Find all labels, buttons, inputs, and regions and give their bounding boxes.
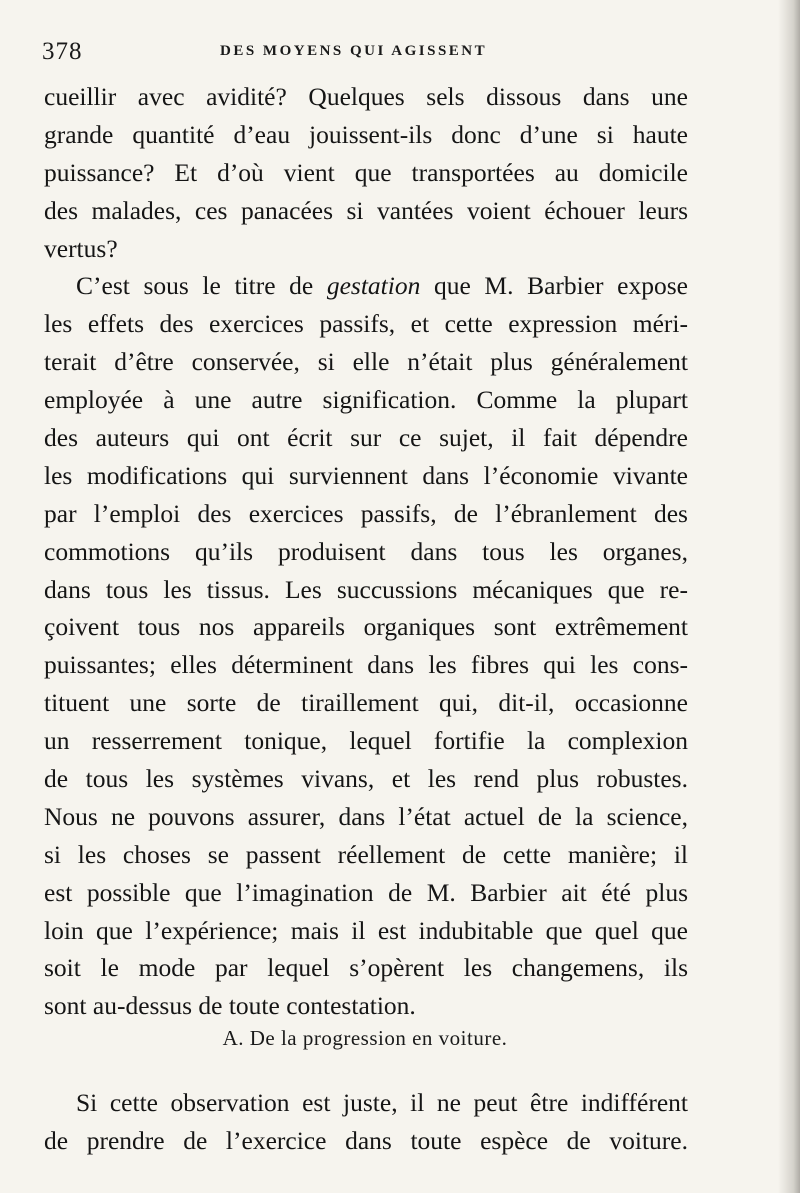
text-line: commotions qu’ils produisent dans tous les organes,	[44, 536, 688, 566]
text-segment: que M. Barbier expose	[420, 271, 688, 301]
text-line	[44, 267, 688, 305]
text-line: Si cette observation est juste, il ne peut être indifférent	[76, 1088, 688, 1117]
section-heading: A. De la progression en voiture.	[222, 1026, 508, 1050]
text-line: de tous les systèmes vivans, et les rend plus robustes.	[44, 764, 688, 794]
text-line: vertus?	[44, 233, 118, 263]
text-segment: C’est sous le titre de	[76, 271, 327, 301]
text-line: cueillir avec avidité? Quelques sels dissous dans une	[44, 82, 688, 111]
text-line: de prendre de l’exercice dans toute espèce de voiture.	[44, 1125, 688, 1155]
page-number: 378	[42, 38, 83, 65]
page-header	[42, 38, 692, 68]
text-line: est possible que l’imagination de M. Barbier ait été plus	[44, 877, 688, 907]
text-line: tituent une sorte de tiraillement qui, dit-il, occasionne	[44, 688, 688, 718]
text-line: sont au-dessus de toute contestation.	[44, 991, 416, 1021]
text-line: terait d’être conservée, si elle n’était plus généralement	[44, 347, 688, 377]
italic-term: gestation	[326, 271, 421, 301]
main-text	[44, 78, 688, 1025]
paragraph-1	[44, 78, 688, 267]
text-line: çoivent tous nos appareils organiques sont extrêmement	[44, 612, 688, 642]
paragraph-2	[44, 267, 688, 1025]
text-line: soit le mode par lequel s’opèrent les changemens, ils	[44, 953, 688, 983]
text-line: Nous ne pouvons assurer, dans l’état actuel de la science,	[44, 801, 688, 831]
page-edge-shadow	[778, 0, 800, 1193]
text-line: puissance? Et d’où vient que transportées au domicile	[44, 157, 688, 187]
text-line: des auteurs qui ont écrit sur ce sujet, il fait dépendre	[44, 423, 688, 453]
text-line: dans tous les tissus. Les succussions mécaniques que re-	[44, 574, 688, 604]
text-line: les effets des exercices passifs, et cette expression méri-	[44, 309, 688, 339]
text-line: employée à une autre signification. Comme la plupart	[44, 385, 688, 415]
text-line: un resserrement tonique, lequel fortifie la complexion	[44, 726, 688, 756]
text-line: des malades, ces panacées si vantées voient échouer leurs	[44, 195, 688, 225]
text-line: les modifications qui surviennent dans l’économie vivante	[44, 460, 688, 490]
paragraph-3	[44, 1084, 688, 1160]
text-line: puissantes; elles déterminent dans les fibres qui les cons-	[44, 650, 688, 680]
text-line: par l’emploi des exercices passifs, de l’ébranlement des	[44, 498, 688, 528]
text-line: grande quantité d’eau jouissent-ils donc d’une si haute	[44, 119, 688, 149]
running-head: DES MOYENS QUI AGISSENT	[220, 43, 488, 59]
text-line: si les choses se passent réellement de cette manière; il	[44, 839, 688, 869]
text-line: loin que l’expérience; mais il est indubitable que quel que	[44, 915, 688, 945]
